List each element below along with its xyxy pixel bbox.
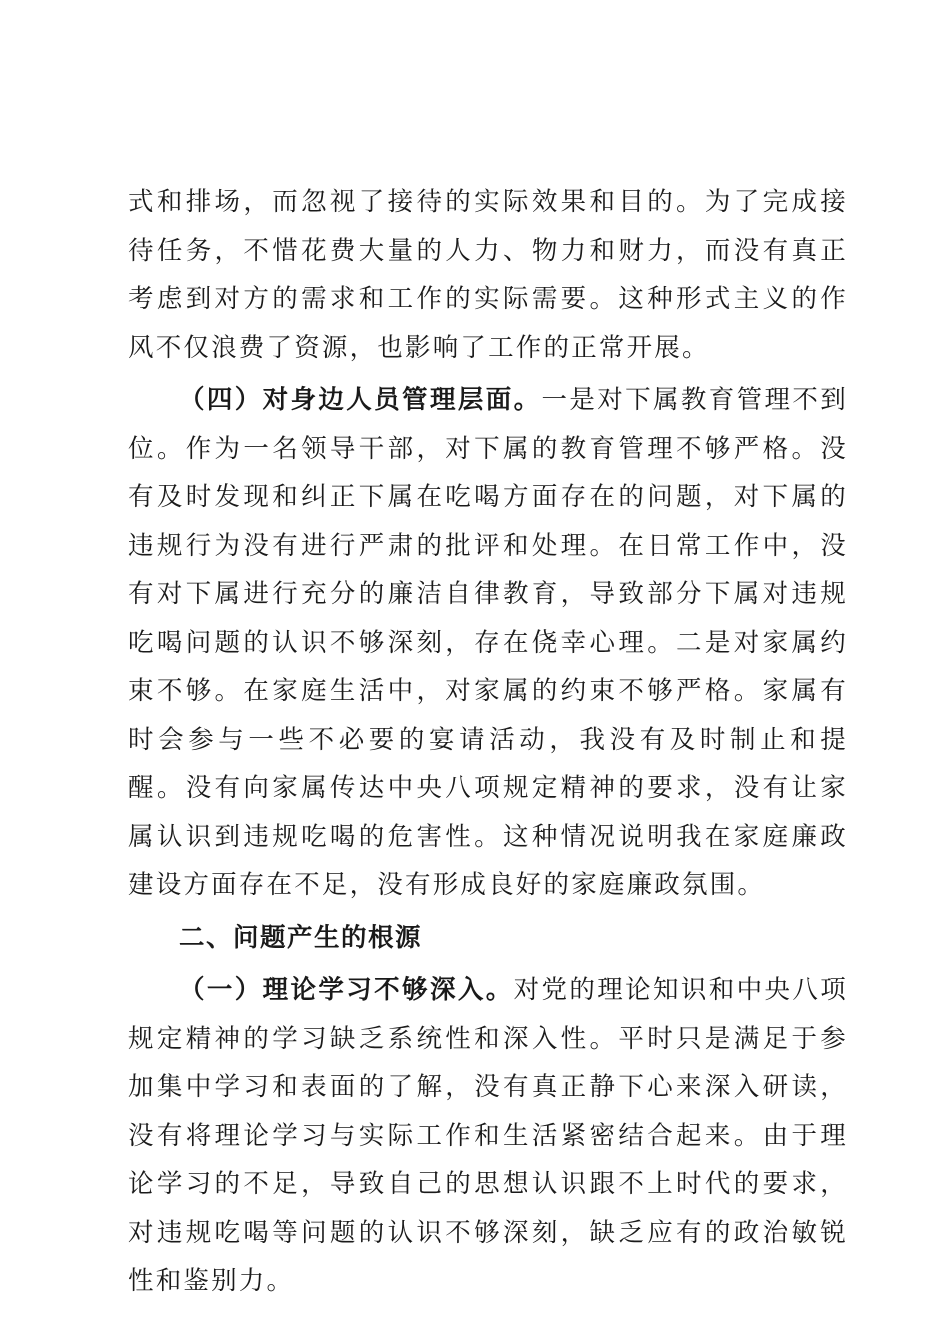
paragraph-text: 式和排场，而忽视了接待的实际效果和目的。为了完成接待任务，不惜花费大量的人力、物力和财力，而没有真正考虑到对方的需求和工作的实际需要。这种形式主义的作风不仅浪费了资源，也影响了工作的正常开展。 [128,187,848,363]
paragraph-heading: （一）理论学习不够深入。 [179,975,514,1005]
paragraph-heading: （四）对身边人员管理层面。 [179,385,542,415]
paragraph-text: 对党的理论知识和中央八项规定精神的学习缺乏系统性和深入性。平时只是满足于参加集中学习和表面的了解，没有真正静下心来深入研读，没有将理论学习与实际工作和生活紧密结合起来。由于理论学习的不足，导致自己的思想认识跟不上时代的要求，对违规吃喝等问题的认识不够深刻，缺乏应有的政治敏锐性和鉴别力。 [128,975,848,1296]
section-heading: 二、问题产生的根源 [179,922,423,953]
paragraph-continuation [128,178,848,372]
paragraph-text: 一是对下属教育管理不到位。作为一名领导干部，对下属的教育管理不够严格。没有及时发现和纠正下属在吃喝方面存在的问题，对下属的违规行为没有进行严肃的批评和处理。在日常工作中，没有对下属进行充分的廉洁自律教育，导致部分下属对违规吃喝问题的认识不够深刻，存在侥幸心理。二是对家属约束不够。在家庭生活中，对家属的约束不够严格。家属有时会参与一些不必要的宴请活动，我没有及时制止和提醒。没有向家属传达中央八项规定精神的要求，没有让家属认识到违规吃喝的危害性。这种情况说明我在家庭廉政建设方面存在不足，没有形成良好的家庭廉政氛围。 [128,385,848,900]
paragraph-theory-study [128,966,848,1306]
paragraph-personnel-management [128,376,848,910]
document-body [128,178,848,1306]
